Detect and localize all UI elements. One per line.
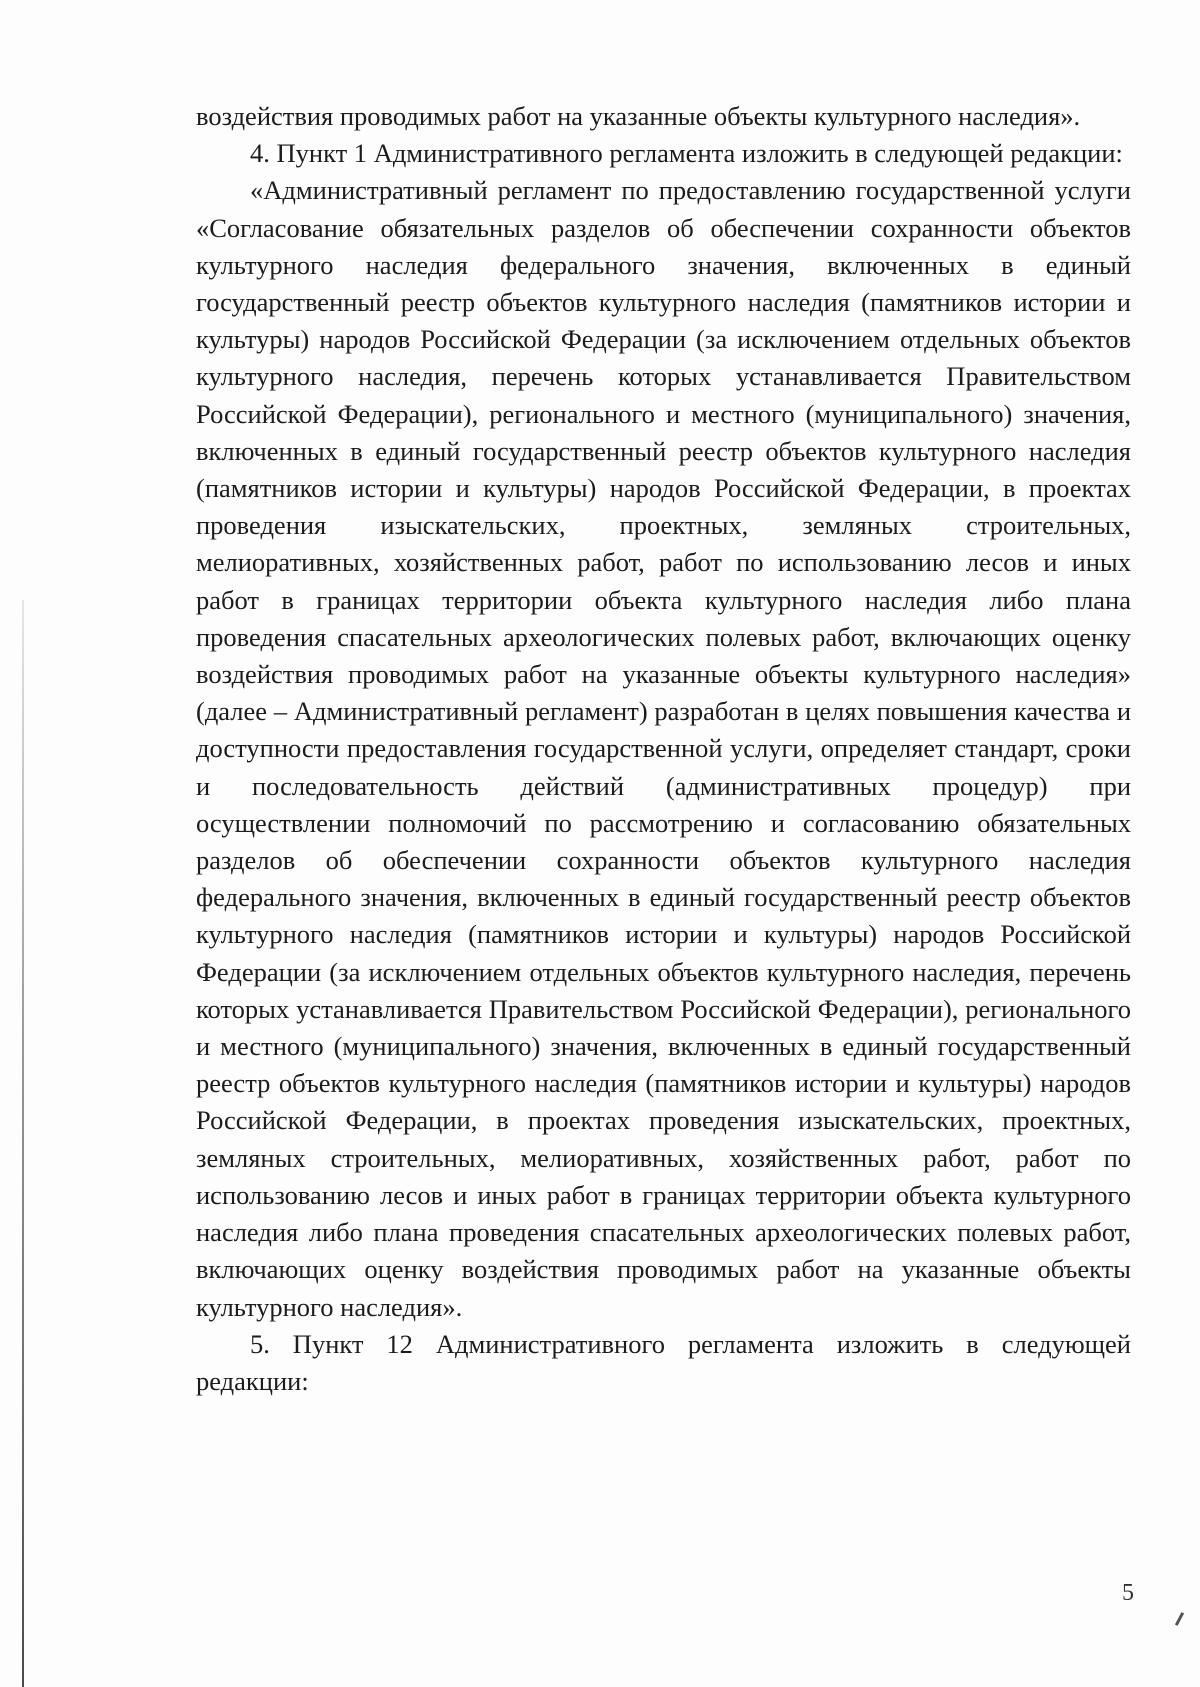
paragraph-item-5: 5. Пункт 12 Административного регламента изложить в следующей редакции: <box>196 1328 1131 1396</box>
scan-corner-mark <box>1175 1612 1184 1626</box>
paragraph-regulation-quote: «Административный регламент по предоставлению государственной услуги «Согласование обязательных разделов об обеспечении сохранности объектов культурного наследия федерального значения, включенных в единый государственный реестр объектов культурного наследия (памятников истории и культуры) народов Российской Федерации (за исключением отдельных объектов культурного наследия, перечень которых устанавливается Правительством Российской Федерации), регионального и местного (муниципального) значения, включенных в единый государственный реестр объектов культурного наследия (памятников истории и культуры) народов Российской Федерации, в проектах проведения изыскательских, проектных, земляных строительных, мелиоративных, хозяйственных работ, работ по использованию лесов и иных работ в границах территории объекта культурного наследия либо плана проведения спасательных археологических полевых работ, включающих оценку воздействия проводимых работ на указанные объекты культурного наследия» (далее – Административный регламент) разработан в целях повышения качества и доступности предоставления государственной услуги, определяет стандарт, сроки и последовательность действий (административных процедур) при осуществлении полномочий по рассмотрению и согласованию обязательных разделов об обеспечении сохранности объектов культурного наследия федерального значения, включенных в единый государственный реестр объектов культурного наследия (памятников истории и культуры) народов Российской Федерации (за исключением отдельных объектов культурного наследия, перечень которых устанавливается Правительством Российской Федерации), регионального и местного (муниципального) значения, включенных в единый государственный реестр объектов культурного наследия (памятников истории и культуры) народов Российской Федерации, в проектах проведения изыскательских, проектных, земляных строительных, мелиоративных, хозяйственных работ, работ по использованию лесов и иных работ в границах территории объекта культурного наследия либо плана проведения спасательных археологических полевых работ, включающих оценку воздействия проводимых работ на указанные объекты культурного наследия». <box>196 175 1131 1322</box>
document-body <box>196 98 1131 1400</box>
paragraph-item-4: 4. Пункт 1 Административного регламента изложить в следующей редакции: <box>250 138 1123 169</box>
scan-edge-mark <box>22 600 24 1687</box>
page-number: 5 <box>1122 1580 1134 1606</box>
paragraph-continuation: воздействия проводимых работ на указанные объекты культурного наследия». <box>196 101 1081 131</box>
